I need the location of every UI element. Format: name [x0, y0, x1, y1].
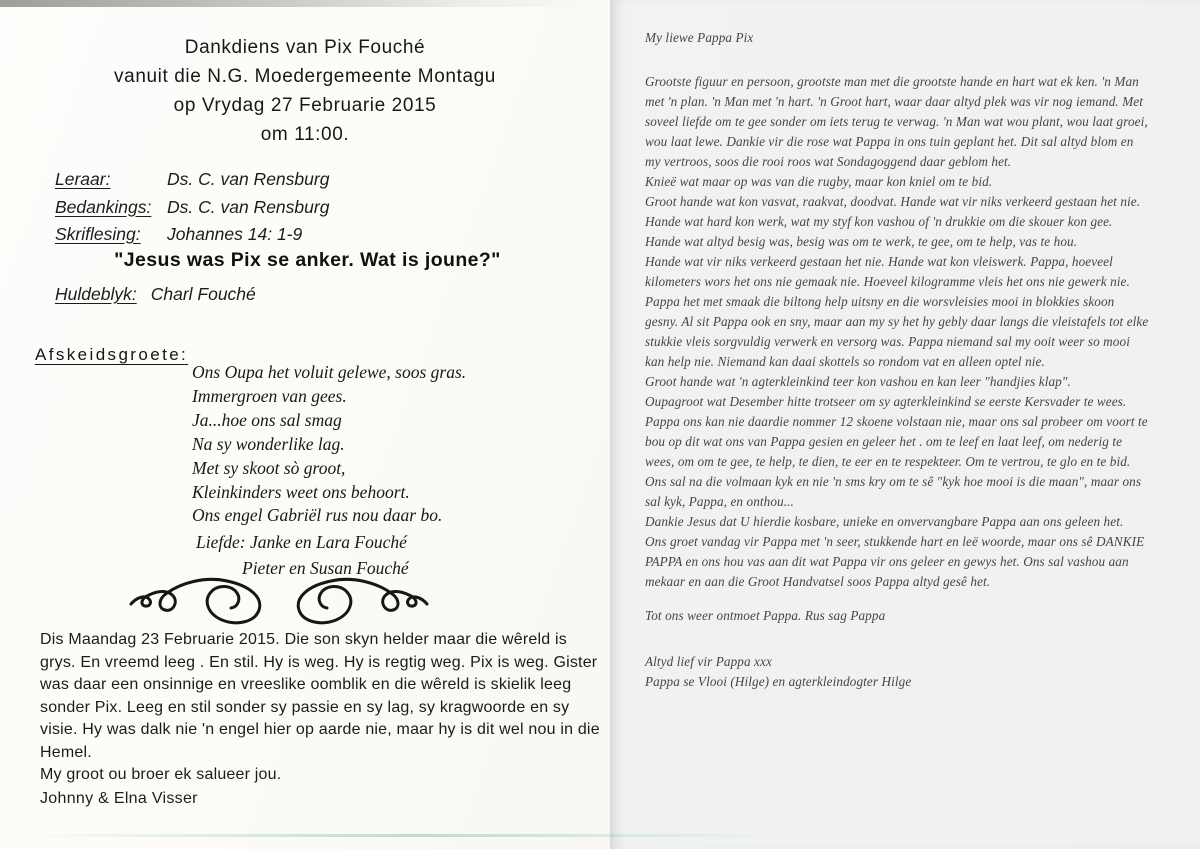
tribute-signature: Johnny & Elna Visser [40, 790, 198, 807]
flourish-ornament-icon [128, 564, 430, 628]
title-line-3: op Vrydag 27 Februarie 2015 [173, 95, 437, 116]
letter-paragraph: Groot hande wat 'n agterkleinkind teer kon vashou en kan leer "handjies klap". [645, 374, 1071, 389]
dedication-line-1: Liefde: Janke en Lara Fouché [196, 532, 407, 552]
program-label: Bedankings: [55, 196, 152, 217]
huldeblyk-row [55, 284, 256, 305]
poem-line: Immergroen van gees. [192, 385, 347, 406]
farewell-poem [192, 361, 466, 528]
poem-line: Ja...hoe ons sal smag [192, 409, 342, 430]
letter-paragraph: Ons groet vandag vir Pappa met 'n seer, stukkende hart en leë woorde, maar ons sê DANKIE PAPPA en ons hou vas aan dit wat Pappa vir ons geleer en gewys het. Ons sal vashou aan mekaar en aan die Groot Handvatsel soos Pappa altyd gesê het. [645, 534, 1145, 589]
title-line-1: Dankdiens van Pix Fouché [184, 37, 426, 58]
letter-paragraph: Groot hande wat kon vasvat, raakvat, doodvat. Hande wat vir niks verkeerd gestaan het nie. Hande wat hard kon werk, wat my styf kon vashou of 'n drukkie om die skouer kon gee. Hande wat altyd besig was, besig was om te werk, te gee, om te help, vas te hou. [645, 194, 1141, 249]
tribute-closing: My groot ou broer ek salueer jou. [40, 766, 282, 783]
program-label: Skriflesing: [55, 224, 141, 244]
poem-line: Ons Oupa het voluit gelewe, soos gras. [192, 362, 467, 382]
huldeblyk-value: Charl Fouché [150, 284, 256, 304]
dedication-line-2: Pieter en Susan Fouché [242, 557, 409, 578]
scan-shadow-top [0, 0, 745, 7]
huldeblyk-label: Huldeblyk: [55, 284, 137, 304]
title-line-2: vanuit die N.G. Moedergemeente Montagu [114, 66, 496, 87]
program-value: Ds. C. van Rensburg [167, 169, 330, 189]
title-line-4: om 11:00. [260, 124, 350, 145]
afskeidsgroete-heading: Afskeidsgroete: [35, 345, 189, 364]
poem-line: Na sy wonderlike lag. [192, 433, 345, 454]
service-program [55, 166, 329, 249]
farewell-letter [645, 28, 1150, 692]
letter-paragraph: Ons sal na die volmaan kyk en nie 'n sms kry om te sê "kyk hoe mooi is die maan", maar ons sal kyk, Pappa, en onthou... [645, 474, 1142, 509]
program-label: Leraar: [55, 169, 111, 189]
letter-closing-farewell: Tot ons weer ontmoet Pappa. Rus sag Pappa [645, 608, 886, 623]
letter-closing-love: Altyd lief vir Pappa xxx [645, 654, 772, 669]
poem-line: Met sy skoot sò groot, [192, 457, 346, 478]
letter-paragraph: Knieë wat maar op was van die rugby, maar kon kniel om te bid. [645, 174, 993, 189]
anchor-quote: "Jesus was Pix se anker. Wat is joune?" [114, 249, 501, 271]
letter-salutation: My liewe Pappa Pix [645, 30, 754, 45]
letter-closing-signature: Pappa se Vlooi (Hilge) en agterkleindogter Hilge [645, 674, 912, 689]
program-value: Johannes 14: 1-9 [167, 224, 303, 244]
poem-line: Ons engel Gabriël rus nou daar bo. [192, 505, 443, 526]
poem-line: Kleinkinders weet ons behoort. [192, 481, 410, 502]
letter-paragraph: Pappa ons kan nie daardie nommer 12 skoene volstaan nie, maar ons sal probeer om voort te bou op dit wat ons van Pappa gesien en geleer het . om te leef en laat leef, om nederig te wees, om om te gee, te help, te dien, te eer en te respekteer. Om te vertrou, te glo en te bid. [645, 414, 1148, 469]
letter-paragraph: Grootste figuur en persoon, grootste man met die grootste hande en hart wat ek ken. 'n Man met 'n plan. 'n Man met 'n hart. 'n Groot hart, waar daar altyd plek was vir nog iemand. Met soveel liefde om te gee sonder om iets terug te verwag. 'n Man wat wou plant, wou laat groei, wou laat lewe. Dankie vir die rose wat Pappa in ons tuin geplant het. Dit sal altyd blom en my vertroos, soos die rooi roos wat Sondagoggend daar geblom het. [645, 74, 1148, 169]
tribute-text [40, 629, 600, 787]
scan-artifact-bottom [25, 834, 780, 837]
letter-paragraph: Hande wat vir niks verkeerd gestaan het nie. Hande wat kon vleiswerk. Pappa, hoeveel kilometers wors het ons nie gemaak nie. Hoeveel kilogramme vleis het ons nie gewerk nie. Pappa het met smaak die biltong help uitsny en die worsvleisies mooi in blokkies skoon gesny. Al sit Pappa ook en sny, maar aan my sy het hy gebly daar langs die vleistafels tot elke stukkie vleis sorgvuldig verwerk en versorg was. Pappa niemand sal my ooit weer so mooi kan help nie. Niemand kan daai skottels so rondom vat en alleen optel nie. [645, 254, 1149, 369]
letter-paragraph: Oupagroot wat Desember hitte trotseer om sy agterkleinkind se eerste Kersvader te wees. [645, 394, 1127, 409]
service-title [0, 33, 610, 149]
program-row-skriflesing [55, 221, 329, 249]
letter-paragraph: Dankie Jesus dat U hierdie kosbare, unieke en onvervangbare Pappa aan ons geleen het. [645, 514, 1124, 529]
tribute-paragraph: Dis Maandag 23 Februarie 2015. Die son skyn helder maar die wêreld is grys. En vreemd leeg . En stil. Hy is weg. Hy is regtig weg. Pix is weg. Gister was daar een onsinnige en vreeslike oomblik en die wêreld is skielik leeg sonder Pix. Leeg en stil sonder sy passie en sy lag, sy kragwoorde en sy visie. Hy was dalk nie 'n engel hier op aarde nie, maar hy is dit wel nou in die Hemel. [40, 631, 600, 761]
program-value: Ds. C. van Rensburg [167, 196, 330, 217]
right-page [610, 0, 1200, 849]
program-row-bedankings [55, 194, 329, 222]
program-row-leraar [55, 166, 329, 194]
